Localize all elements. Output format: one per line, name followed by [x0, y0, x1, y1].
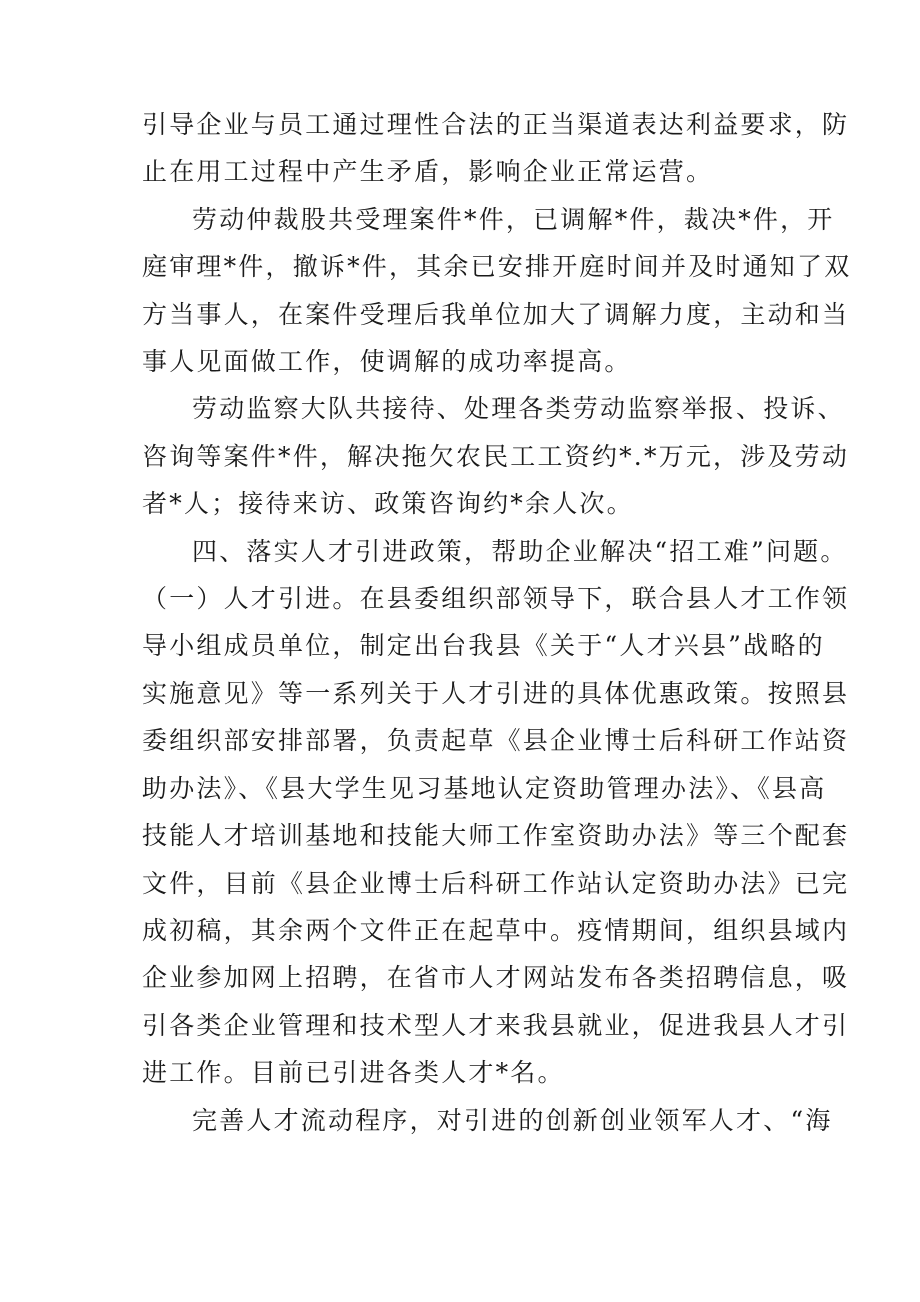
text-line: 委组织部安排部署，负责起草《县企业博士后科研工作站资: [142, 726, 850, 756]
text-line: 者*人；接待来访、政策咨询约*余人次。: [142, 489, 634, 519]
paragraph-p2: [142, 196, 852, 386]
text-line: 助办法》、《县大学生见习基地认定资助管理办法》、《县高: [142, 773, 827, 803]
text-line: 成初稿，其余两个文件正在起草中。疫情期间，组织县域内: [142, 915, 850, 945]
text-line: 技能人才培训基地和技能大师工作室资助办法》等三个配套: [142, 821, 850, 851]
text-line: 实施意见》等一系列关于人才引进的具体优惠政策。按照县: [142, 678, 850, 708]
document-body: [142, 101, 852, 1144]
paragraph-p3: [142, 385, 850, 527]
text-line: 企业参加网上招聘，在省市人才网站发布各类招聘信息，吸: [142, 963, 850, 993]
text-line: 四、落实人才引进政策，帮助企业解决“招工难”问题。: [192, 536, 848, 566]
text-line: 导小组成员单位，制定出台我县《关于“人才兴县”战略的: [142, 631, 825, 661]
text-line: 引导企业与员工通过理性合法的正当渠道表达利益要求，防: [142, 110, 850, 139]
paragraph-p5: [142, 1097, 833, 1144]
text-line: 方当事人，在案件受理后我单位加大了调解力度，主动和当: [142, 299, 850, 329]
text-line: 咨询等案件*件，解决拖欠农民工工资约*.*万元，涉及劳动: [142, 441, 850, 471]
paragraph-p4: [142, 528, 850, 1097]
text-line: 止在用工过程中产生矛盾，影响企业正常运营。: [142, 157, 714, 187]
text-line: 进工作。目前已引进各类人才*名。: [142, 1058, 565, 1088]
paragraph-p1: [142, 101, 850, 196]
text-line: （一）人才引进。在县委组织部领导下，联合县人才工作领: [142, 584, 850, 614]
text-line: 文件，目前《县企业博士后科研工作站认定资助办法》已完: [142, 868, 850, 898]
text-line: 劳动仲裁股共受理案件*件，已调解*件，裁决*件，开: [192, 204, 835, 234]
text-line: 劳动监察大队共接待、处理各类劳动监察举报、投诉、: [192, 394, 845, 424]
text-line: 引各类企业管理和技术型人才来我县就业，促进我县人才引: [142, 1010, 850, 1040]
text-line: 完善人才流动程序，对引进的创新创业领军人才、“海: [192, 1105, 833, 1135]
text-line: 庭审理*件，撤诉*件，其余已安排开庭时间并及时通知了双: [142, 252, 852, 282]
text-line: 事人见面做工作，使调解的成功率提高。: [142, 347, 632, 377]
